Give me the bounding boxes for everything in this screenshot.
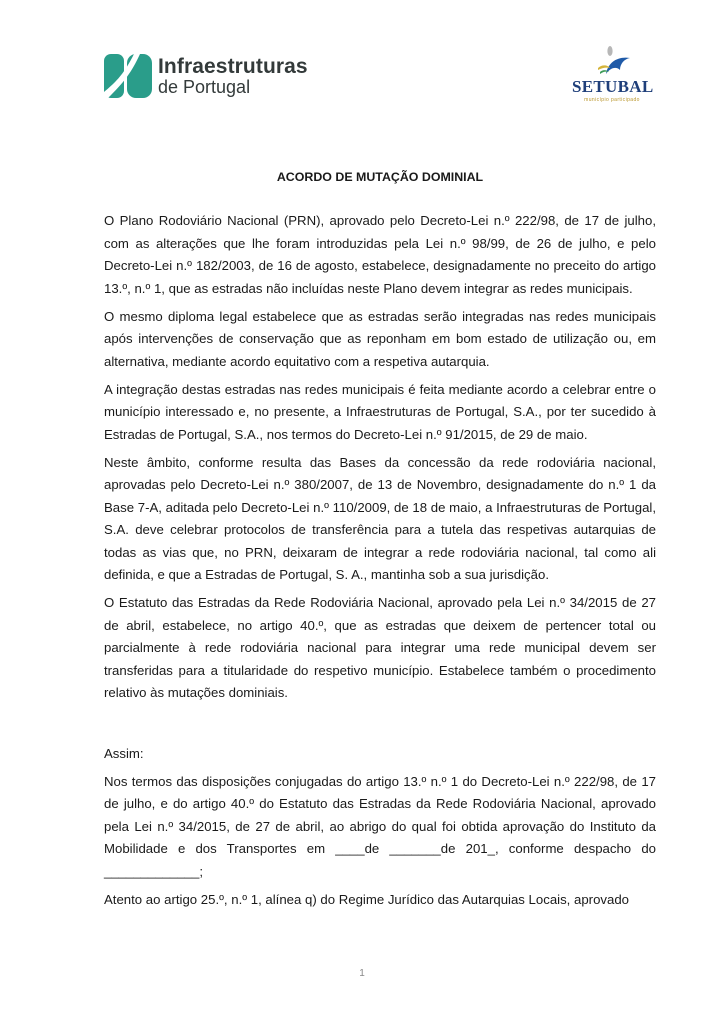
paragraph-ambito: Neste âmbito, conforme resulta das Bases da concessão da rede rodoviária nacional, aprovadas pelo Decreto-Lei n.º 380/2007, de 13 de Novembro, designadamente do n.º 1 da Base 7-A, aditada pelo Decreto-Lei n.º 110/2009, de 18 de maio, a Infraestruturas de Portugal, S.A. deve celebrar protocolos de transferência para a tutela das respetivas autarquias de todas as vias que, no PRN, deixaram de integrar a rede rodoviária nacional, tal como ali definida, e que a Estradas de Portugal, S. A., mantinha sob a sua jurisdição. xyxy=(104,454,656,582)
logo-line-2: de Portugal xyxy=(158,77,251,97)
setubal-name: SETUBAL xyxy=(572,77,654,96)
paragraph-diploma-legal: O mesmo diploma legal estabelece que as estradas serão integradas nas redes municipais após intervenções de conservação que as reponham em bom estado de utilização ou, em alternativa, mediante acordo equitativo com a respetiva autarquia. xyxy=(104,308,656,369)
setubal-logo xyxy=(572,44,652,103)
paragraph-assim: Assim: xyxy=(104,745,144,761)
paragraph-integracao: A integração destas estradas nas redes municipais é feita mediante acordo a celebrar entre o município interessado e, no presente, a Infraestruturas de Portugal, S.A., por ter sucedido à Estradas de Portugal, S.A., nos termos do Decreto-Lei n.º 91/2015, de 29 de maio. xyxy=(104,381,656,442)
paragraph-atento: Atento ao artigo 25.º, n.º 1, alínea q) do Regime Jurídico das Autarquias Locais, aprovado xyxy=(104,891,630,907)
logo-line-1: Infraestruturas xyxy=(158,55,308,78)
page-number: 1 xyxy=(359,968,365,979)
infraestruturas-de-portugal-logo-icon xyxy=(104,52,152,100)
paragraph-estatuto: O Estatuto das Estradas da Rede Rodoviária Nacional, aprovado pela Lei n.º 34/2015 de 27 de abril, estabelece, no artigo 40.º, que as estradas que deixem de pertencer total ou parcialmente à rede rodoviária nacional para integrar uma rede municipal devem ser transferidas para a titularidade do respetivo município. Estabelece também o procedimento relativo às mutações dominiais. xyxy=(104,595,656,700)
paragraph-nos-termos: Nos termos das disposições conjugadas do artigo 13.º n.º 1 do Decreto-Lei n.º 222/98, de 17 de julho, e do artigo 40.º do Estatuto das Estradas da Rede Rodoviária Nacional, aprovado pela Lei n.º 34/2015, de 27 de abril, ao abrigo do qual foi obtida aprovação do Instituto da Mobilidade e dos Transportes em ____de _______de 201_, conforme despacho do _____________; xyxy=(104,773,656,879)
setubal-subtitle: município participado xyxy=(584,97,640,103)
page-header xyxy=(0,0,724,120)
document-body xyxy=(104,170,656,917)
paragraph-prn: O Plano Rodoviário Nacional (PRN), aprovado pelo Decreto-Lei n.º 222/98, de 17 de julho, com as alterações que lhe foram introduzidas pela Lei n.º 98/99, de 26 de julho, e pelo Decreto-Lei n.º 182/2003, de 16 de agosto, estabelece, designadamente no preceito do artigo 13.º, n.º 1, que as estradas não incluídas neste Plano devem integrar as redes municipais. xyxy=(104,213,656,296)
document-title: ACORDO DE MUTAÇÃO DOMINIAL xyxy=(276,170,484,184)
infraestruturas-de-portugal-logo xyxy=(104,52,308,100)
setubal-logo-icon xyxy=(590,44,634,78)
